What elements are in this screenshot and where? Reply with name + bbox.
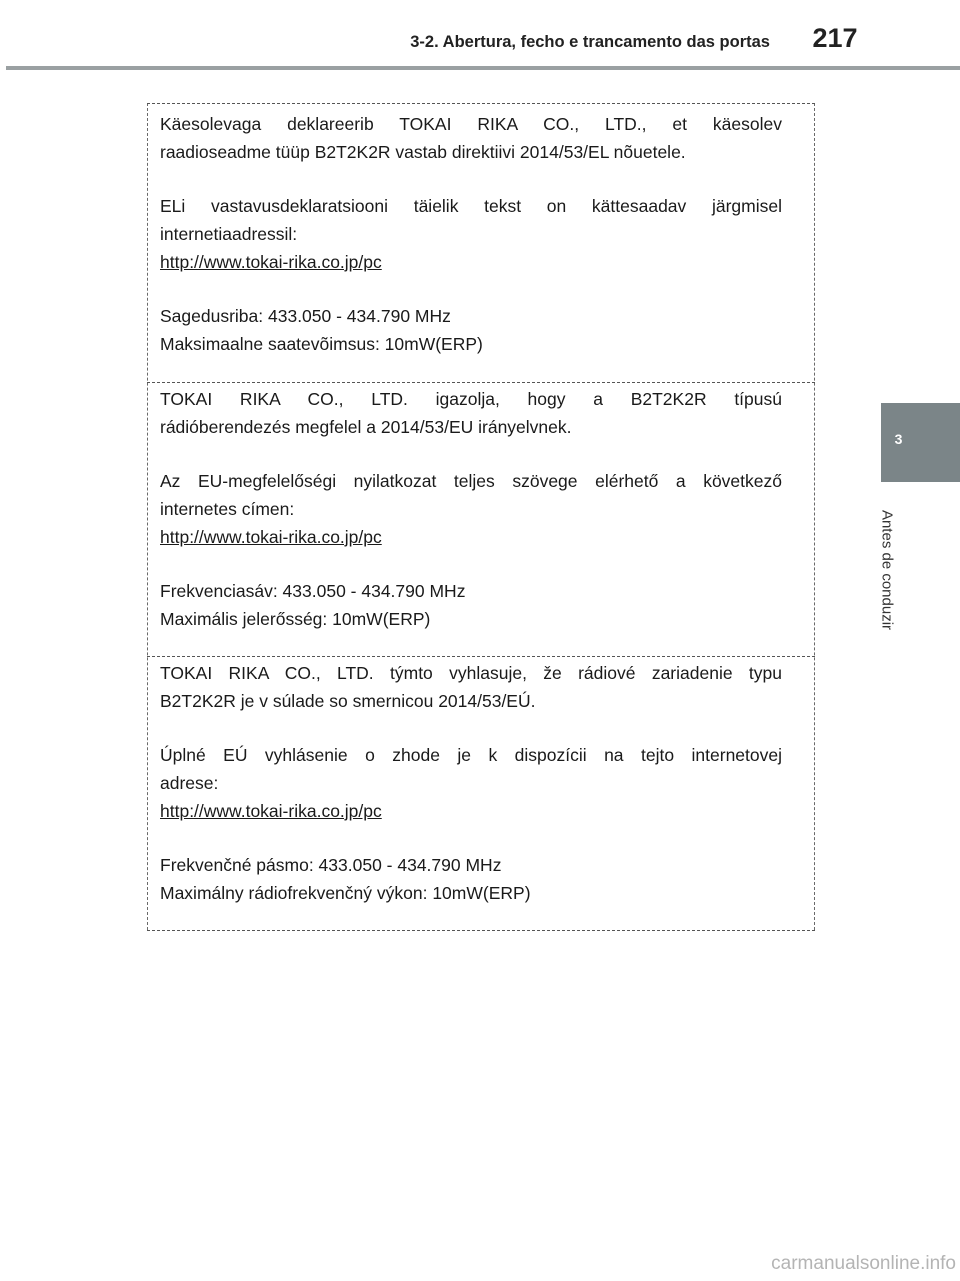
declaration-text: rádióberendezés megfelel a 2014/53/EU irányelvnek. <box>160 417 572 437</box>
max-power: Maximálny rádiofrekvenčný výkon: 10mW(ERP) <box>160 883 531 903</box>
fulltext-note: Úplné EÚ vyhlásenie o zhode je k dispozícii na tejto internetovej <box>160 745 782 765</box>
chapter-label: Antes de conduzir <box>878 509 896 631</box>
fulltext-note: internetiaadressil: <box>160 224 298 244</box>
frequency-band: Frekvenciasáv: 433.050 - 434.790 MHz <box>160 581 466 601</box>
watermark: carmanualsonline.info <box>771 1253 956 1274</box>
manufacturer-link[interactable]: http://www.tokai-rika.co.jp/pc <box>160 252 382 272</box>
section-divider <box>147 382 815 383</box>
declaration-section-et <box>160 110 782 358</box>
section-divider <box>147 656 815 657</box>
box-bottom-border <box>147 930 815 931</box>
manufacturer-link[interactable]: http://www.tokai-rika.co.jp/pc <box>160 801 382 821</box>
declaration-text: TOKAI RIKA CO., LTD. týmto vyhlasuje, že rádiové zariadenie typu <box>160 663 782 683</box>
declaration-text: TOKAI RIKA CO., LTD. igazolja, hogy a B2T2K2R típusú <box>160 389 782 409</box>
declaration-text: B2T2K2R je v súlade so smernicou 2014/53/EÚ. <box>160 691 536 711</box>
frequency-band: Frekvenčné pásmo: 433.050 - 434.790 MHz <box>160 855 502 875</box>
manufacturer-link[interactable]: http://www.tokai-rika.co.jp/pc <box>160 527 382 547</box>
declaration-section-hu <box>160 385 782 633</box>
declaration-section-sk <box>160 659 782 907</box>
frequency-band: Sagedusriba: 433.050 - 434.790 MHz <box>160 306 451 326</box>
fulltext-note: ELi vastavusdeklaratsiooni täielik tekst on kättesaadav järgmisel <box>160 196 782 216</box>
box-top-border <box>147 103 815 104</box>
fulltext-note: internetes címen: <box>160 499 295 519</box>
fulltext-note: adrese: <box>160 773 219 793</box>
header-divider <box>6 66 960 70</box>
max-power: Maximális jelerősség: 10mW(ERP) <box>160 609 431 629</box>
chapter-number: 3 <box>894 431 903 447</box>
page-number: 217 <box>812 23 858 53</box>
declaration-text: Käesolevaga deklareerib TOKAI RIKA CO., LTD., et käesolev <box>160 114 782 134</box>
max-power: Maksimaalne saatevõimsus: 10mW(ERP) <box>160 334 483 354</box>
section-title: 3-2. Abertura, fecho e trancamento das portas <box>410 33 770 51</box>
declaration-text: raadioseadme tüüp B2T2K2R vastab direktiivi 2014/53/EL nõuetele. <box>160 142 686 162</box>
fulltext-note: Az EU-megfelelőségi nyilatkozat teljes szövege elérhető a következő <box>160 471 782 491</box>
